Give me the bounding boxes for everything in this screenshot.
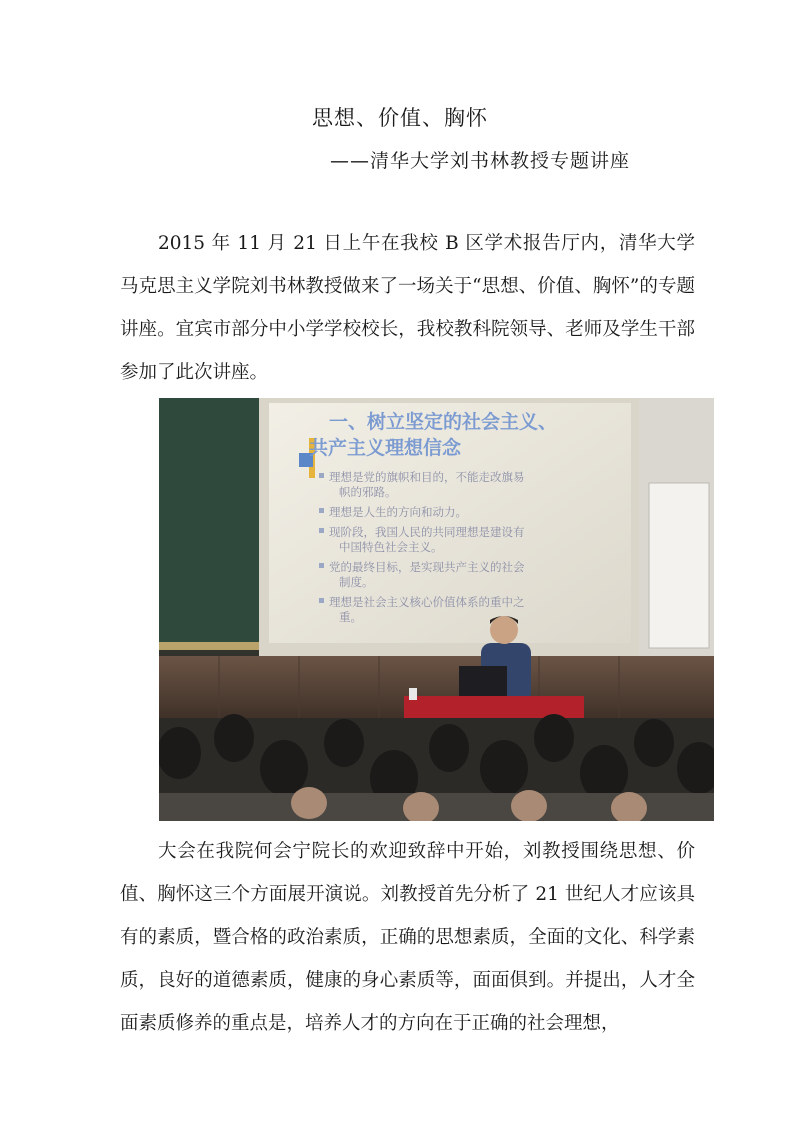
slide-heading-1: 一、树立坚定的社会主义、	[329, 411, 558, 433]
page-title: 思想、价值、胸怀	[312, 106, 488, 130]
slide-bullet: 理想是社会主义核心价值体系的重中之	[329, 595, 525, 609]
lecture-photo	[159, 398, 714, 821]
slide-bullet: 党的最终目标，是实现共产主义的社会	[329, 560, 525, 574]
paragraph-intro: 2015 年 11 月 21 日上午在我校 B 区学术报告厅内，清华大学马克思主义学院刘书林教授做来了一场关于“思想、价值、胸怀”的专题讲座。宜宾市部分中小学学校校长，我校教科院领导、老师及学生干部参加了此次讲座。	[120, 233, 695, 383]
slide-bullet: 制度。	[339, 575, 374, 589]
slide-bullet: 现阶段，我国人民的共同理想是建设有	[329, 525, 525, 539]
slide-bullet: 帜的邪路。	[339, 485, 397, 499]
slide-bullet: 中国特色社会主义。	[339, 540, 443, 554]
slide-heading-2: 共产主义理想信念	[309, 437, 462, 459]
slide-bullet: 理想是人生的方向和动力。	[329, 505, 467, 519]
page-subtitle: ——清华大学刘书林教授专题讲座	[330, 150, 631, 172]
slide-bullet: 重。	[339, 610, 362, 624]
paragraph-body: 大会在我院何会宁院长的欢迎致辞中开始，刘教授围绕思想、价值、胸怀这三个方面展开演说。刘教授首先分析了 21 世纪人才应该具有的素质，暨合格的政治素质，正确的思想素质，全面的文化、科学素质，良好的道德素质，健康的身心素质等，面面俱到。并提出，人才全面素质修养的重点是，培养人才的方向在于正确的社会理想，	[120, 841, 695, 1034]
slide-bullet: 理想是党的旗帜和目的，不能走改旗易	[329, 470, 525, 484]
lecture-photo-scene	[159, 398, 714, 821]
